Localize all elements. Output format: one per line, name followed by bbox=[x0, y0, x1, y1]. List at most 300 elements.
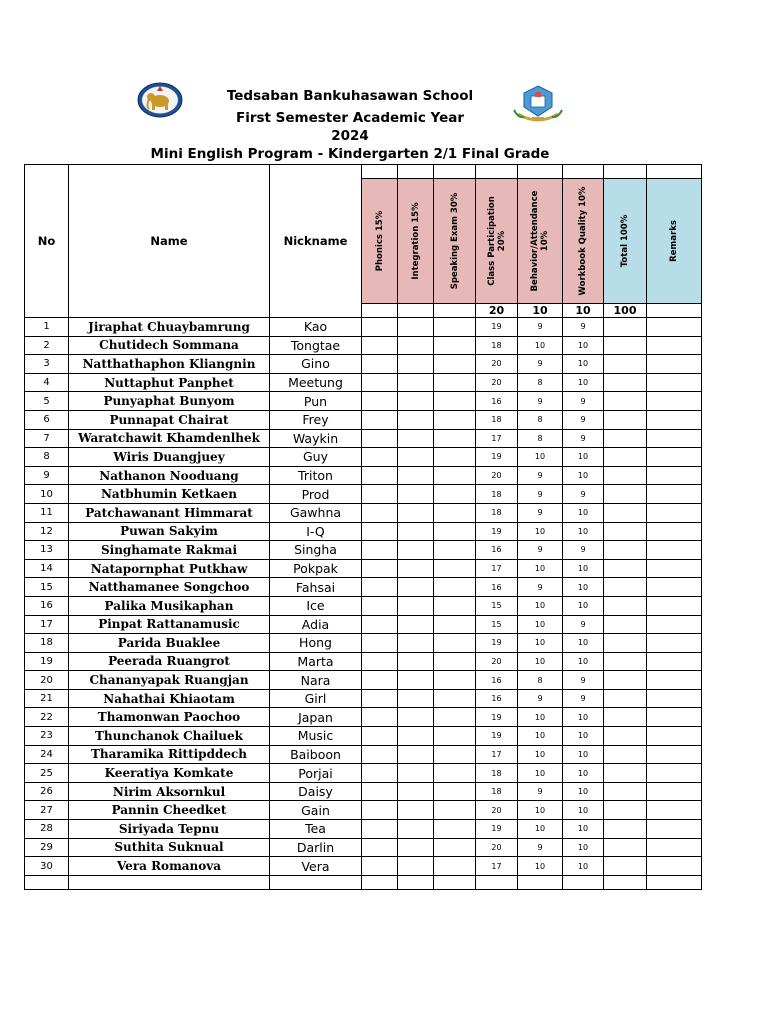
table-row bbox=[25, 596, 702, 615]
table-row bbox=[25, 373, 702, 392]
behavior-score: 10 bbox=[518, 596, 563, 615]
total-cell bbox=[604, 596, 647, 615]
student-name: Chutidech Sommana bbox=[69, 336, 270, 355]
student-no: 23 bbox=[25, 727, 69, 746]
remarks-cell bbox=[647, 503, 702, 522]
speaking-cell bbox=[434, 671, 476, 690]
speaking-cell bbox=[434, 541, 476, 560]
table-row bbox=[25, 410, 702, 429]
phonics-cell bbox=[362, 615, 398, 634]
speaking-cell bbox=[434, 448, 476, 467]
speaking-cell bbox=[434, 392, 476, 411]
speaking-cell bbox=[434, 708, 476, 727]
integration-cell bbox=[398, 429, 434, 448]
student-nickname: Tea bbox=[270, 820, 362, 839]
student-name: Thunchanok Chailuek bbox=[69, 727, 270, 746]
student-nickname: Waykin bbox=[270, 429, 362, 448]
participation-score: 18 bbox=[476, 485, 518, 504]
table-row bbox=[25, 578, 702, 597]
blank-row bbox=[25, 875, 702, 889]
student-name: Natthamanee Songchoo bbox=[69, 578, 270, 597]
weight-participation: 20 bbox=[476, 304, 518, 318]
remarks-cell bbox=[647, 689, 702, 708]
student-nickname: Vera bbox=[270, 857, 362, 876]
phonics-cell bbox=[362, 727, 398, 746]
student-nickname: Hong bbox=[270, 634, 362, 653]
integration-cell bbox=[398, 615, 434, 634]
speaking-cell bbox=[434, 689, 476, 708]
total-cell bbox=[604, 708, 647, 727]
behavior-score: 9 bbox=[518, 355, 563, 374]
behavior-score: 8 bbox=[518, 373, 563, 392]
student-nickname: Girl bbox=[270, 689, 362, 708]
participation-score: 20 bbox=[476, 355, 518, 374]
total-cell bbox=[604, 559, 647, 578]
col-header-participation: Class Participation 20% bbox=[476, 179, 518, 304]
student-name: Nathanon Nooduang bbox=[69, 466, 270, 485]
total-cell bbox=[604, 652, 647, 671]
student-no: 9 bbox=[25, 466, 69, 485]
total-cell bbox=[604, 727, 647, 746]
student-nickname: Adia bbox=[270, 615, 362, 634]
table-row bbox=[25, 429, 702, 448]
integration-cell bbox=[398, 503, 434, 522]
student-nickname: Prod bbox=[270, 485, 362, 504]
student-no: 13 bbox=[25, 541, 69, 560]
student-name: Punnapat Chairat bbox=[69, 410, 270, 429]
student-no: 24 bbox=[25, 745, 69, 764]
workbook-score: 10 bbox=[563, 578, 604, 597]
col-header-name: Name bbox=[69, 165, 270, 318]
student-name: Keeratiya Komkate bbox=[69, 764, 270, 783]
total-cell bbox=[604, 522, 647, 541]
student-no: 22 bbox=[25, 708, 69, 727]
remarks-cell bbox=[647, 559, 702, 578]
student-name: Nahathai Khiaotam bbox=[69, 689, 270, 708]
remarks-cell bbox=[647, 522, 702, 541]
phonics-cell bbox=[362, 801, 398, 820]
participation-score: 19 bbox=[476, 634, 518, 653]
behavior-score: 9 bbox=[518, 503, 563, 522]
table-row bbox=[25, 689, 702, 708]
col-header-workbook: Workbook Quality 10% bbox=[563, 179, 604, 304]
remarks-cell bbox=[647, 466, 702, 485]
phonics-cell bbox=[362, 596, 398, 615]
speaking-cell bbox=[434, 355, 476, 374]
phonics-cell bbox=[362, 857, 398, 876]
participation-score: 17 bbox=[476, 857, 518, 876]
student-no: 26 bbox=[25, 782, 69, 801]
behavior-score: 10 bbox=[518, 764, 563, 783]
table-row bbox=[25, 634, 702, 653]
student-name: Pinpat Rattanamusic bbox=[69, 615, 270, 634]
speaking-cell bbox=[434, 429, 476, 448]
student-name: Natbhumin Ketkaen bbox=[69, 485, 270, 504]
workbook-score: 10 bbox=[563, 448, 604, 467]
workbook-score: 10 bbox=[563, 634, 604, 653]
table-row bbox=[25, 820, 702, 839]
speaking-cell bbox=[434, 373, 476, 392]
student-no: 30 bbox=[25, 857, 69, 876]
program-title: Mini English Program - Kindergarten 2/1 Final Grade bbox=[150, 146, 550, 162]
remarks-cell bbox=[647, 782, 702, 801]
participation-score: 16 bbox=[476, 671, 518, 690]
speaking-cell bbox=[434, 745, 476, 764]
remarks-cell bbox=[647, 318, 702, 337]
student-name: Parida Buaklee bbox=[69, 634, 270, 653]
student-name: Punyaphat Bunyom bbox=[69, 392, 270, 411]
table-row bbox=[25, 466, 702, 485]
student-name: Natapornphat Putkhaw bbox=[69, 559, 270, 578]
student-nickname: Porjai bbox=[270, 764, 362, 783]
phonics-cell bbox=[362, 503, 398, 522]
student-name: Puwan Sakyim bbox=[69, 522, 270, 541]
participation-score: 17 bbox=[476, 745, 518, 764]
integration-cell bbox=[398, 857, 434, 876]
workbook-score: 9 bbox=[563, 485, 604, 504]
total-cell bbox=[604, 634, 647, 653]
total-cell bbox=[604, 615, 647, 634]
remarks-cell bbox=[647, 355, 702, 374]
workbook-score: 10 bbox=[563, 596, 604, 615]
integration-cell bbox=[398, 596, 434, 615]
participation-score: 19 bbox=[476, 708, 518, 727]
participation-score: 16 bbox=[476, 392, 518, 411]
behavior-score: 10 bbox=[518, 522, 563, 541]
student-name: Patchawanant Himmarat bbox=[69, 503, 270, 522]
student-no: 27 bbox=[25, 801, 69, 820]
workbook-score: 10 bbox=[563, 838, 604, 857]
behavior-score: 9 bbox=[518, 318, 563, 337]
header-spacer-row bbox=[25, 165, 702, 179]
participation-score: 20 bbox=[476, 373, 518, 392]
speaking-cell bbox=[434, 764, 476, 783]
behavior-score: 10 bbox=[518, 652, 563, 671]
workbook-score: 9 bbox=[563, 318, 604, 337]
phonics-cell bbox=[362, 355, 398, 374]
behavior-score: 10 bbox=[518, 745, 563, 764]
workbook-score: 10 bbox=[563, 559, 604, 578]
behavior-score: 9 bbox=[518, 466, 563, 485]
participation-score: 18 bbox=[476, 503, 518, 522]
remarks-cell bbox=[647, 634, 702, 653]
table-row bbox=[25, 448, 702, 467]
phonics-cell bbox=[362, 689, 398, 708]
student-name: Nirim Aksornkul bbox=[69, 782, 270, 801]
workbook-score: 10 bbox=[563, 801, 604, 820]
phonics-cell bbox=[362, 782, 398, 801]
phonics-cell bbox=[362, 820, 398, 839]
workbook-score: 10 bbox=[563, 727, 604, 746]
workbook-score: 10 bbox=[563, 522, 604, 541]
participation-score: 18 bbox=[476, 782, 518, 801]
participation-score: 19 bbox=[476, 820, 518, 839]
remarks-cell bbox=[647, 764, 702, 783]
integration-cell bbox=[398, 522, 434, 541]
student-nickname: Triton bbox=[270, 466, 362, 485]
student-name: Nuttaphut Panphet bbox=[69, 373, 270, 392]
integration-cell bbox=[398, 373, 434, 392]
speaking-cell bbox=[434, 727, 476, 746]
integration-cell bbox=[398, 689, 434, 708]
col-header-integration: Integration 15% bbox=[398, 179, 434, 304]
remarks-cell bbox=[647, 596, 702, 615]
speaking-cell bbox=[434, 410, 476, 429]
student-no: 1 bbox=[25, 318, 69, 337]
remarks-cell bbox=[647, 671, 702, 690]
academic-year: 2024 bbox=[331, 128, 369, 144]
student-no: 11 bbox=[25, 503, 69, 522]
total-cell bbox=[604, 485, 647, 504]
student-no: 28 bbox=[25, 820, 69, 839]
workbook-score: 9 bbox=[563, 689, 604, 708]
workbook-score: 10 bbox=[563, 336, 604, 355]
phonics-cell bbox=[362, 541, 398, 560]
student-nickname: Ice bbox=[270, 596, 362, 615]
total-cell bbox=[604, 801, 647, 820]
behavior-score: 8 bbox=[518, 410, 563, 429]
student-name: Thamonwan Paochoo bbox=[69, 708, 270, 727]
table-row bbox=[25, 708, 702, 727]
remarks-cell bbox=[647, 820, 702, 839]
speaking-cell bbox=[434, 596, 476, 615]
integration-cell bbox=[398, 801, 434, 820]
behavior-score: 9 bbox=[518, 578, 563, 597]
participation-score: 19 bbox=[476, 318, 518, 337]
table-row bbox=[25, 801, 702, 820]
phonics-cell bbox=[362, 522, 398, 541]
workbook-score: 10 bbox=[563, 355, 604, 374]
integration-cell bbox=[398, 727, 434, 746]
participation-score: 19 bbox=[476, 522, 518, 541]
student-name: Vera Romanova bbox=[69, 857, 270, 876]
student-name: Palika Musikaphan bbox=[69, 596, 270, 615]
col-header-no: No bbox=[25, 165, 69, 318]
phonics-cell bbox=[362, 410, 398, 429]
total-cell bbox=[604, 857, 647, 876]
phonics-cell bbox=[362, 336, 398, 355]
student-no: 16 bbox=[25, 596, 69, 615]
integration-cell bbox=[398, 652, 434, 671]
table-row bbox=[25, 727, 702, 746]
behavior-score: 10 bbox=[518, 634, 563, 653]
workbook-score: 9 bbox=[563, 429, 604, 448]
student-nickname: Frey bbox=[270, 410, 362, 429]
weight-behavior: 10 bbox=[518, 304, 563, 318]
remarks-cell bbox=[647, 373, 702, 392]
table-row bbox=[25, 652, 702, 671]
speaking-cell bbox=[434, 801, 476, 820]
remarks-cell bbox=[647, 838, 702, 857]
student-no: 12 bbox=[25, 522, 69, 541]
total-cell bbox=[604, 318, 647, 337]
participation-score: 15 bbox=[476, 596, 518, 615]
participation-score: 15 bbox=[476, 615, 518, 634]
col-header-remarks: Remarks bbox=[647, 179, 702, 304]
phonics-cell bbox=[362, 466, 398, 485]
remarks-cell bbox=[647, 578, 702, 597]
speaking-cell bbox=[434, 578, 476, 597]
student-nickname: Gino bbox=[270, 355, 362, 374]
integration-cell bbox=[398, 318, 434, 337]
speaking-cell bbox=[434, 522, 476, 541]
behavior-score: 9 bbox=[518, 689, 563, 708]
speaking-cell bbox=[434, 634, 476, 653]
student-nickname: I-Q bbox=[270, 522, 362, 541]
integration-cell bbox=[398, 541, 434, 560]
behavior-score: 8 bbox=[518, 671, 563, 690]
participation-score: 19 bbox=[476, 448, 518, 467]
table-row bbox=[25, 485, 702, 504]
behavior-score: 9 bbox=[518, 782, 563, 801]
integration-cell bbox=[398, 745, 434, 764]
phonics-cell bbox=[362, 634, 398, 653]
total-cell bbox=[604, 336, 647, 355]
workbook-score: 9 bbox=[563, 392, 604, 411]
student-nickname: Pokpak bbox=[270, 559, 362, 578]
student-nickname: Tongtae bbox=[270, 336, 362, 355]
integration-cell bbox=[398, 782, 434, 801]
student-nickname: Meetung bbox=[270, 373, 362, 392]
student-no: 6 bbox=[25, 410, 69, 429]
remarks-cell bbox=[647, 485, 702, 504]
workbook-score: 10 bbox=[563, 373, 604, 392]
workbook-score: 10 bbox=[563, 820, 604, 839]
student-nickname: Japan bbox=[270, 708, 362, 727]
workbook-score: 10 bbox=[563, 764, 604, 783]
behavior-score: 10 bbox=[518, 336, 563, 355]
total-cell bbox=[604, 671, 647, 690]
phonics-cell bbox=[362, 708, 398, 727]
student-no: 14 bbox=[25, 559, 69, 578]
student-no: 7 bbox=[25, 429, 69, 448]
workbook-score: 10 bbox=[563, 745, 604, 764]
table-row bbox=[25, 318, 702, 337]
student-nickname: Pun bbox=[270, 392, 362, 411]
phonics-cell bbox=[362, 559, 398, 578]
integration-cell bbox=[398, 838, 434, 857]
student-no: 20 bbox=[25, 671, 69, 690]
table-row bbox=[25, 336, 702, 355]
speaking-cell bbox=[434, 559, 476, 578]
participation-score: 19 bbox=[476, 727, 518, 746]
remarks-cell bbox=[647, 801, 702, 820]
col-header-phonics: Phonics 15% bbox=[362, 179, 398, 304]
col-header-total: Total 100% bbox=[604, 179, 647, 304]
col-header-nickname: Nickname bbox=[270, 165, 362, 318]
integration-cell bbox=[398, 820, 434, 839]
table-row bbox=[25, 764, 702, 783]
speaking-cell bbox=[434, 503, 476, 522]
participation-score: 17 bbox=[476, 429, 518, 448]
table-row bbox=[25, 615, 702, 634]
participation-score: 16 bbox=[476, 689, 518, 708]
remarks-cell bbox=[647, 857, 702, 876]
integration-cell bbox=[398, 764, 434, 783]
phonics-cell bbox=[362, 429, 398, 448]
behavior-score: 10 bbox=[518, 820, 563, 839]
col-header-behavior: Behavior/Attendance 10% bbox=[518, 179, 563, 304]
phonics-cell bbox=[362, 671, 398, 690]
total-cell bbox=[604, 392, 647, 411]
table-row bbox=[25, 503, 702, 522]
table-row bbox=[25, 541, 702, 560]
table-row bbox=[25, 559, 702, 578]
remarks-cell bbox=[647, 708, 702, 727]
participation-score: 18 bbox=[476, 410, 518, 429]
speaking-cell bbox=[434, 485, 476, 504]
student-no: 19 bbox=[25, 652, 69, 671]
table-row bbox=[25, 355, 702, 374]
student-no: 3 bbox=[25, 355, 69, 374]
workbook-score: 10 bbox=[563, 708, 604, 727]
weight-workbook: 10 bbox=[563, 304, 604, 318]
workbook-score: 10 bbox=[563, 652, 604, 671]
student-nickname: Music bbox=[270, 727, 362, 746]
speaking-cell bbox=[434, 336, 476, 355]
integration-cell bbox=[398, 448, 434, 467]
phonics-cell bbox=[362, 392, 398, 411]
total-cell bbox=[604, 448, 647, 467]
student-name: Tharamika Rittipddech bbox=[69, 745, 270, 764]
student-no: 10 bbox=[25, 485, 69, 504]
school-name: Tedsaban Bankuhasawan School bbox=[226, 88, 474, 104]
student-nickname: Kao bbox=[270, 318, 362, 337]
speaking-cell bbox=[434, 318, 476, 337]
remarks-cell bbox=[647, 745, 702, 764]
remarks-cell bbox=[647, 392, 702, 411]
integration-cell bbox=[398, 466, 434, 485]
student-nickname: Fahsai bbox=[270, 578, 362, 597]
total-cell bbox=[604, 689, 647, 708]
student-nickname: Gain bbox=[270, 801, 362, 820]
phonics-cell bbox=[362, 764, 398, 783]
total-cell bbox=[604, 838, 647, 857]
speaking-cell bbox=[434, 652, 476, 671]
total-cell bbox=[604, 820, 647, 839]
student-name: Suthita Suknual bbox=[69, 838, 270, 857]
student-name: Waratchawit Khamdenlhek bbox=[69, 429, 270, 448]
student-no: 18 bbox=[25, 634, 69, 653]
remarks-cell bbox=[647, 448, 702, 467]
total-cell bbox=[604, 355, 647, 374]
integration-cell bbox=[398, 671, 434, 690]
student-no: 25 bbox=[25, 764, 69, 783]
behavior-score: 10 bbox=[518, 801, 563, 820]
student-nickname: Marta bbox=[270, 652, 362, 671]
speaking-cell bbox=[434, 782, 476, 801]
total-cell bbox=[604, 541, 647, 560]
behavior-score: 9 bbox=[518, 838, 563, 857]
behavior-score: 10 bbox=[518, 615, 563, 634]
remarks-cell bbox=[647, 615, 702, 634]
phonics-cell bbox=[362, 745, 398, 764]
behavior-score: 10 bbox=[518, 708, 563, 727]
student-name: Natthathaphon Kliangnin bbox=[69, 355, 270, 374]
student-nickname: Guy bbox=[270, 448, 362, 467]
total-cell bbox=[604, 782, 647, 801]
workbook-score: 9 bbox=[563, 615, 604, 634]
integration-cell bbox=[398, 708, 434, 727]
workbook-score: 10 bbox=[563, 466, 604, 485]
student-no: 5 bbox=[25, 392, 69, 411]
participation-score: 20 bbox=[476, 801, 518, 820]
participation-score: 17 bbox=[476, 559, 518, 578]
behavior-score: 10 bbox=[518, 559, 563, 578]
workbook-score: 9 bbox=[563, 541, 604, 560]
student-name: Jiraphat Chuaybamrung bbox=[69, 318, 270, 337]
student-name: Siriyada Tepnu bbox=[69, 820, 270, 839]
